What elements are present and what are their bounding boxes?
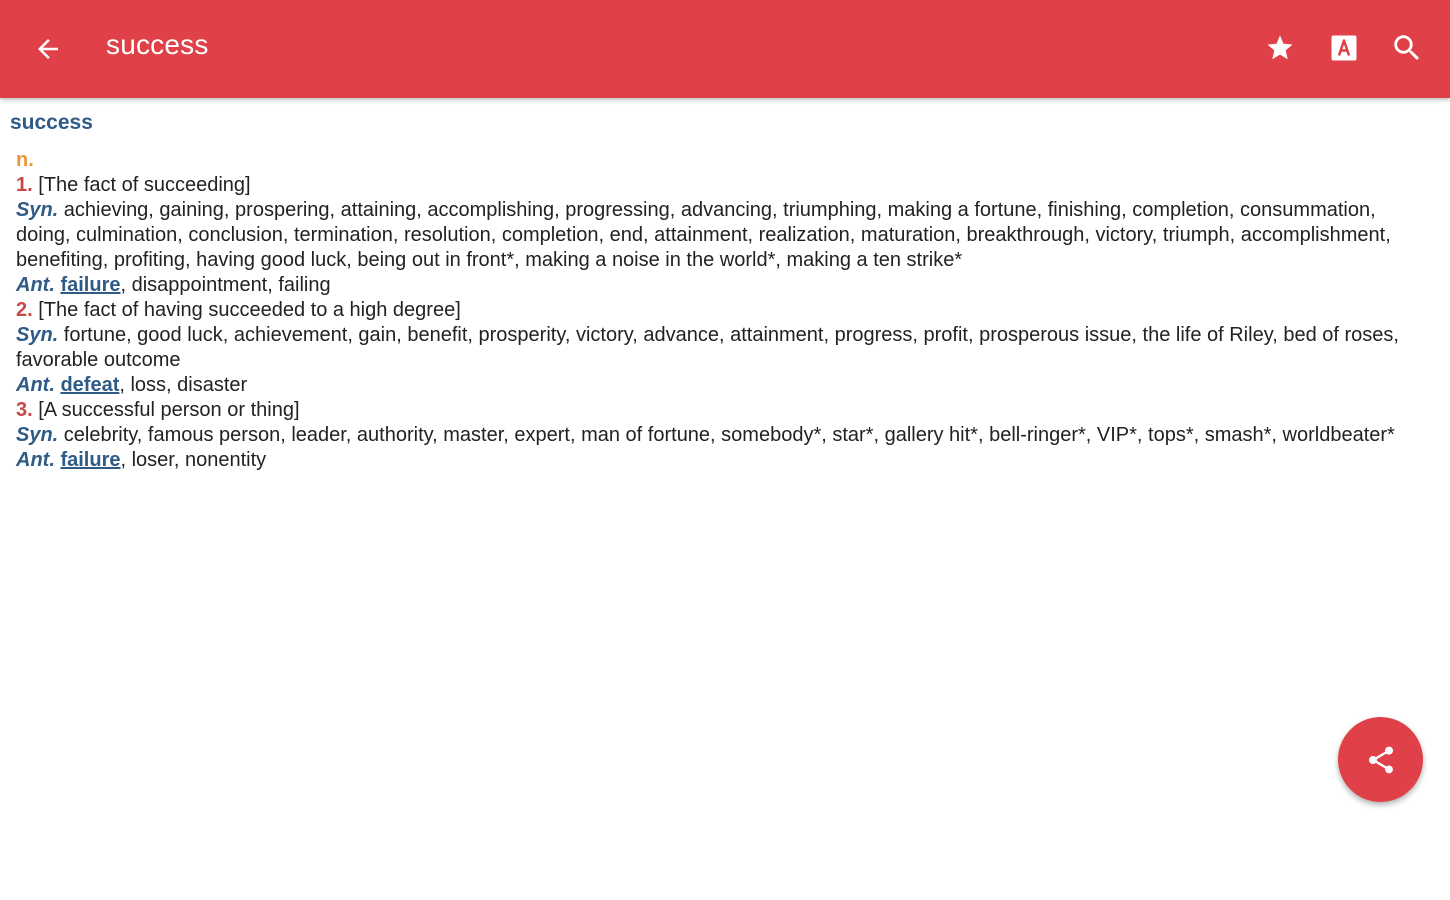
share-button[interactable]	[1338, 717, 1423, 802]
back-arrow-icon	[33, 34, 63, 64]
part-of-speech: n.	[16, 149, 34, 171]
ant-label: Ant.	[16, 449, 55, 471]
ant-label: Ant.	[16, 374, 55, 396]
back-button[interactable]	[24, 25, 72, 73]
entry-body	[16, 148, 1432, 473]
sense-2-number: 2.	[16, 299, 33, 321]
share-icon	[1365, 744, 1397, 776]
sense-2-text: [The fact of having succeeded to a high degree]	[32, 299, 461, 321]
sense-1-synonyms	[16, 198, 1432, 273]
syn-label: Syn.	[16, 199, 59, 221]
antonym-link-defeat[interactable]: defeat	[60, 374, 120, 396]
antonym-link-failure[interactable]: failure	[60, 449, 121, 471]
search-icon	[1390, 31, 1424, 65]
sense-2-definition	[16, 298, 1432, 323]
sense-2-ant-rest: , loss, disaster	[119, 374, 248, 396]
star-icon	[1265, 33, 1295, 63]
sense-1-antonyms	[16, 273, 1432, 298]
sense-3-synonyms	[16, 423, 1432, 448]
sense-3-syn-text: celebrity, famous person, leader, authority, master, expert, man of fortune, somebody*, star*, gallery hit*, bell-ringer*, VIP*, tops*, smash*, worldbeater*	[58, 424, 1395, 446]
syn-label: Syn.	[16, 324, 59, 346]
sense-3-ant-rest: , loser, nonentity	[120, 449, 267, 471]
search-button[interactable]	[1383, 24, 1431, 72]
sense-2-syn-text: fortune, good luck, achievement, gain, benefit, prosperity, victory, advance, attainment, progress, profit, prosperous issue, the life of Riley, bed of roses, favorable outcome	[16, 324, 1399, 371]
sense-1-ant-rest: , disappointment, failing	[120, 274, 331, 296]
sense-2-synonyms	[16, 323, 1432, 373]
sense-3-definition	[16, 398, 1432, 423]
app-bar-title: success	[106, 29, 209, 60]
entry-headword: success	[10, 111, 93, 134]
font-icon	[1329, 33, 1359, 63]
sense-1-text: [The fact of succeeding]	[32, 174, 251, 196]
ant-label: Ant.	[16, 274, 55, 296]
syn-label: Syn.	[16, 424, 59, 446]
sense-3-text: [A successful person or thing]	[32, 399, 300, 421]
sense-1-definition	[16, 173, 1432, 198]
favorite-button[interactable]	[1256, 24, 1304, 72]
sense-1-syn-text: achieving, gaining, prospering, attaining, accomplishing, progressing, advancing, triumphing, making a fortune, finishing, completion, consummation, doing, culmination, conclusion, termination, resolution, completion, end, attainment, realization, maturation, breakthrough, victory, triumph, accomplishment, benefiting, profiting, having good luck, being out in front*, making a noise in the world*, making a ten strike*	[16, 199, 1391, 271]
sense-1-number: 1.	[16, 174, 33, 196]
app-bar	[0, 0, 1450, 98]
antonym-link-failure[interactable]: failure	[60, 274, 121, 296]
sense-2-antonyms	[16, 373, 1432, 398]
font-size-button[interactable]	[1320, 24, 1368, 72]
sense-3-antonyms	[16, 448, 1432, 473]
sense-3-number: 3.	[16, 399, 33, 421]
